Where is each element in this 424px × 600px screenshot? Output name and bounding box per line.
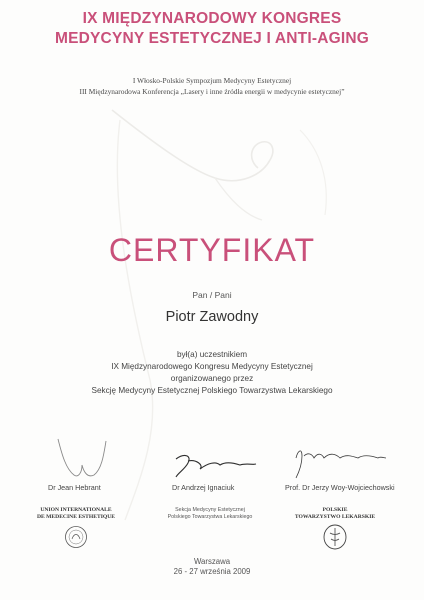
signatory-name-ignaciuk: Dr Andrzej Ignaciuk — [172, 483, 235, 492]
org-union-internationale — [32, 507, 120, 520]
body-line-organized-by: organizowanego przez — [170, 374, 254, 383]
org-left-line1: UNION INTERNATIONALE — [40, 507, 112, 513]
org-center-line2: Polskiego Towarzystwa Lekarskiego — [167, 514, 253, 520]
org-right-line2: TOWARZYSTWO LEKARSKIE — [294, 513, 376, 520]
org-right-line1: POLSKIE — [322, 507, 348, 513]
conference-subtitle: III Międzynarodowa Konferencja „Lasery i inne źródła energii w medycynie estetycznej” — [79, 87, 345, 96]
congress-title-line1: IX MIĘDZYNARODOWY KONGRES — [82, 10, 342, 27]
org-center-line1: Sekcja Medycyny Estetycznej — [175, 507, 245, 513]
event-date: 26 - 27 września 2009 — [173, 567, 251, 576]
recipient-name: Piotr Zawodny — [165, 309, 259, 325]
certificate-heading: CERTYFIKAT — [108, 232, 316, 268]
symposium-subtitle: I Włosko-Polskie Sympozjum Medycyny Estetycznej — [132, 76, 292, 85]
signature-woy-wojciechowski — [292, 440, 388, 482]
signatory-name-woy-wojciechowski: Prof. Dr Jerzy Woy-Wojciechowski — [285, 483, 395, 492]
signatory-name-hebrant: Dr Jean Hebrant — [48, 483, 101, 492]
body-line-participant: był(a) uczestnikiem — [176, 350, 248, 359]
org-left-line2: DE MEDECINE ESTHETIQUE — [36, 513, 116, 520]
uime-seal-icon — [64, 525, 88, 549]
ptl-emblem-icon — [322, 523, 348, 551]
signature-hebrant — [52, 435, 112, 483]
event-place: Warszawa — [193, 557, 231, 566]
body-line-organizer: Sekcję Medycyny Estetycznej Polskiego Towarzystwa Lekarskiego — [91, 386, 333, 395]
congress-title-line2: MEDYCYNY ESTETYCZNEJ I ANTI-AGING — [54, 30, 370, 47]
body-line-congress: IX Międzynarodowego Kongresu Medycyny Estetycznej — [111, 362, 313, 371]
org-polskie-towarzystwo — [290, 507, 380, 520]
signature-ignaciuk — [170, 445, 260, 481]
salutation: Pan / Pani — [192, 290, 232, 300]
org-sekcja-medycyny — [150, 507, 270, 521]
